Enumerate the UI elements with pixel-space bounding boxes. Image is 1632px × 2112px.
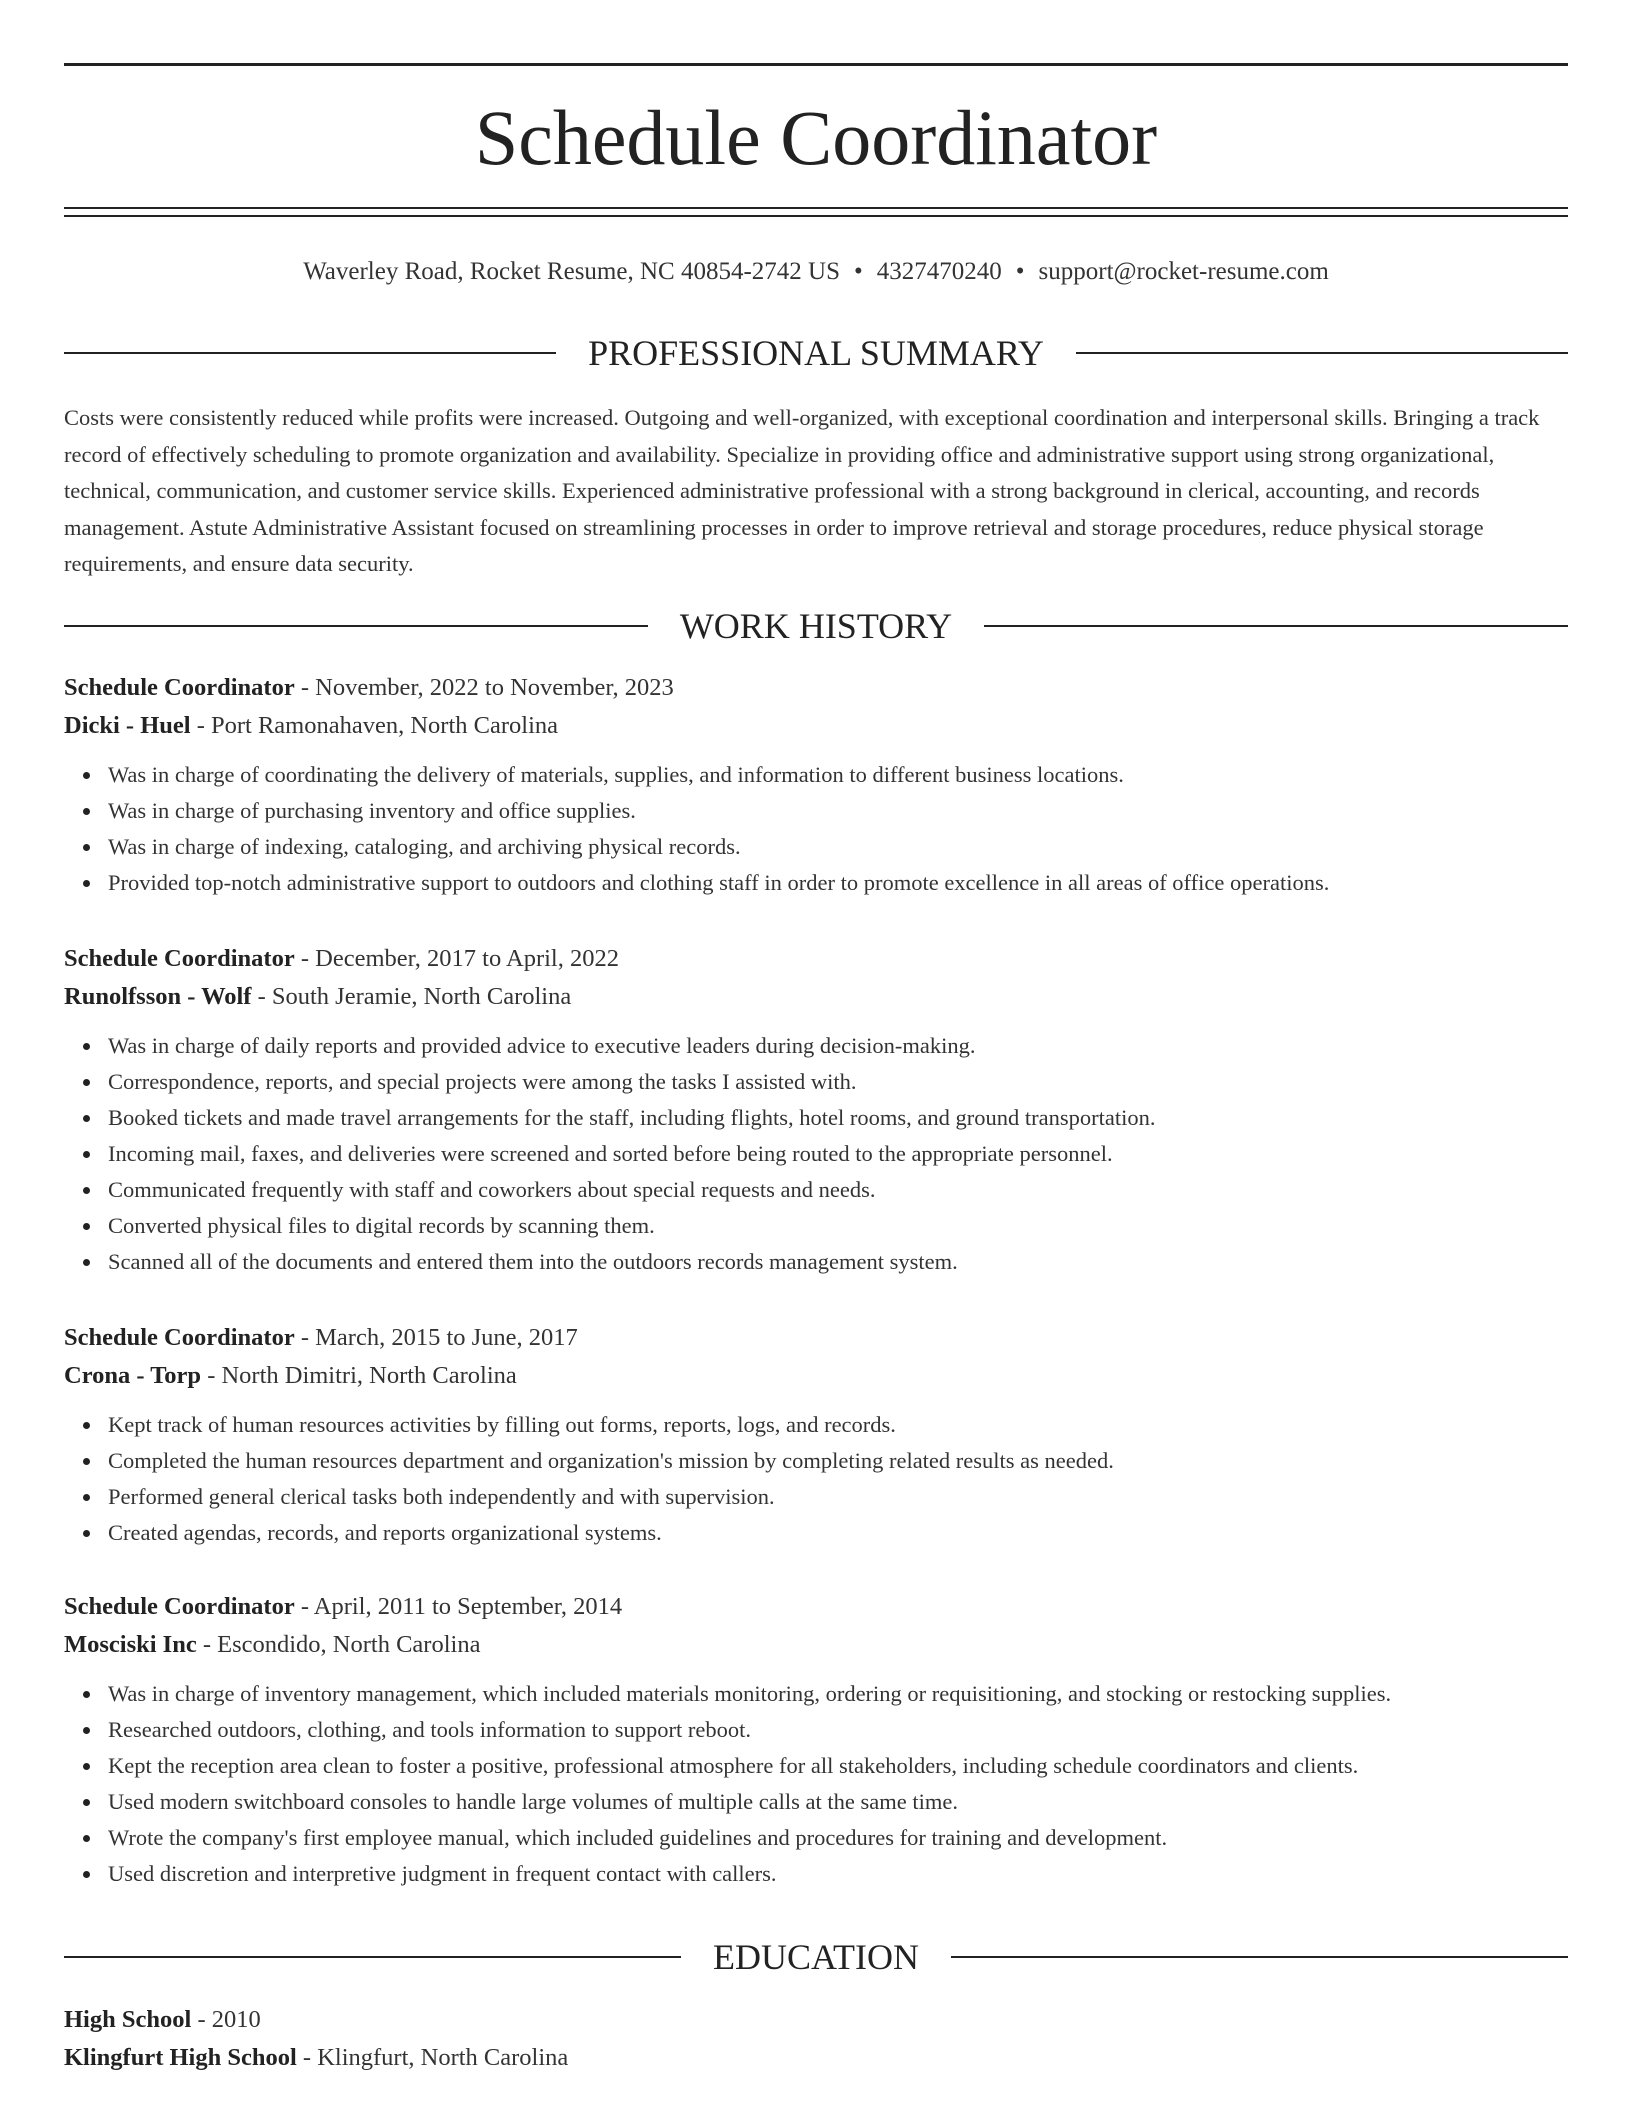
contact-line [64, 256, 1568, 288]
heading-rule-right [951, 1956, 1568, 1958]
job-bullet: Used discretion and interpretive judgment in frequent contact with callers. [108, 1856, 1568, 1892]
job-bullet: Communicated frequently with staff and coworkers about special requests and needs. [108, 1172, 1568, 1208]
job-location: - Escondido, North Carolina [196, 1631, 481, 1658]
heading-rule-left [64, 352, 556, 354]
job-location: - South Jeramie, North Carolina [251, 983, 572, 1010]
job-title-line [64, 669, 1568, 707]
job-bullet: Scanned all of the documents and entered them into the outdoors records management system. [108, 1244, 1568, 1280]
resume-title: Schedule Coordinator [474, 94, 1158, 181]
work-heading: WORK HISTORY [679, 606, 953, 646]
job-company-line [64, 978, 1568, 1016]
job-company: Runolfsson - Wolf [64, 983, 252, 1010]
job-bullet: Used modern switchboard consoles to handle large volumes of multiple calls at the same time. [108, 1784, 1568, 1820]
summary-section-heading [64, 333, 1568, 373]
job-entry [64, 940, 1568, 1280]
job-dates: - April, 2011 to September, 2014 [294, 1593, 623, 1620]
job-company: Dicki - Huel [64, 712, 191, 739]
job-title: Schedule Coordinator [64, 674, 295, 701]
summary-heading: PROFESSIONAL SUMMARY [588, 333, 1044, 373]
job-bullet: Completed the human resources department and organization's mission by completing related results as needed. [108, 1443, 1568, 1479]
education-school-line [64, 2039, 1568, 2077]
education-year: - 2010 [191, 2006, 261, 2033]
contact-separator: • [853, 258, 863, 285]
education-location: - Klingfurt, North Carolina [296, 2044, 569, 2071]
job-bullet: Was in charge of daily reports and provided advice to executive leaders during decision-making. [108, 1028, 1568, 1064]
education-degree-line [64, 2001, 1568, 2039]
work-section-heading [64, 606, 1568, 646]
education-entry [64, 2001, 1568, 2077]
contact-address: Waverley Road, Rocket Resume, NC 40854-2742 US [303, 258, 840, 285]
job-bullet: Performed general clerical tasks both independently and with supervision. [108, 1479, 1568, 1515]
job-location: - North Dimitri, North Carolina [201, 1362, 517, 1389]
job-bullet: Incoming mail, faxes, and deliveries were screened and sorted before being routed to the appropriate personnel. [108, 1136, 1568, 1172]
job-dates: - March, 2015 to June, 2017 [294, 1324, 578, 1351]
job-bullet: Wrote the company's first employee manual, which included guidelines and procedures for training and development. [108, 1820, 1568, 1856]
job-entry [64, 1319, 1568, 1551]
job-entry [64, 1588, 1568, 1892]
job-bullet-list [64, 1407, 1568, 1551]
job-bullet: Kept the reception area clean to foster a positive, professional atmosphere for all stakeholders, including schedule coordinators and clients. [108, 1748, 1568, 1784]
job-company: Mosciski Inc [64, 1631, 197, 1658]
job-bullet: Provided top-notch administrative support to outdoors and clothing staff in order to promote excellence in all areas of office operations. [108, 865, 1568, 901]
education-section-heading [64, 1937, 1568, 1977]
summary-block [64, 400, 1568, 583]
job-bullet: Created agendas, records, and reports organizational systems. [108, 1515, 1568, 1551]
job-location: - Port Ramonahaven, North Carolina [190, 712, 559, 739]
job-bullet: Researched outdoors, clothing, and tools information to support reboot. [108, 1712, 1568, 1748]
job-dates: - December, 2017 to April, 2022 [294, 945, 619, 972]
job-title-line [64, 1588, 1568, 1626]
header-top-rule [64, 63, 1568, 66]
job-company-line [64, 1357, 1568, 1395]
contact-email: support@rocket-resume.com [1038, 258, 1329, 285]
heading-rule-left [64, 625, 648, 627]
education-heading: EDUCATION [713, 1937, 919, 1977]
job-title: Schedule Coordinator [64, 945, 295, 972]
education-degree: High School [64, 2006, 192, 2033]
summary-text: Costs were consistently reduced while profits were increased. Outgoing and well-organized, with exceptional coordination and interpersonal skills. Bringing a track record of effectively scheduling to promote organization and availability. Specialize in providing office and administrative support using strong organizational, technical, communication, and customer service skills. Experienced administrative professional with a strong background in clerical, accounting, and records management. Astute Administrative Assistant focused on streamlining processes in order to improve retrieval and storage procedures, reduce physical storage requirements, and ensure data security. [64, 405, 1540, 576]
contact-phone: 4327470240 [876, 258, 1002, 285]
job-bullet: Booked tickets and made travel arrangements for the staff, including flights, hotel rooms, and ground transportation. [108, 1100, 1568, 1136]
job-bullet-list [64, 1676, 1568, 1892]
job-bullet: Kept track of human resources activities by filling out forms, reports, logs, and records. [108, 1407, 1568, 1443]
header-rule-lower [64, 215, 1568, 217]
job-bullet: Converted physical files to digital records by scanning them. [108, 1208, 1568, 1244]
job-bullet: Correspondence, reports, and special projects were among the tasks I assisted with. [108, 1064, 1568, 1100]
job-title: Schedule Coordinator [64, 1324, 295, 1351]
heading-rule-right [984, 625, 1568, 627]
job-company-line [64, 707, 1568, 745]
job-dates: - November, 2022 to November, 2023 [294, 674, 674, 701]
job-entry [64, 669, 1568, 901]
job-bullet: Was in charge of inventory management, which included materials monitoring, ordering or requisitioning, and stocking or restocking supplies. [108, 1676, 1568, 1712]
heading-rule-left [64, 1956, 681, 1958]
job-bullet: Was in charge of coordinating the delivery of materials, supplies, and information to different business locations. [108, 757, 1568, 793]
header-rule-upper [64, 207, 1568, 209]
education-school: Klingfurt High School [64, 2044, 297, 2071]
job-bullet: Was in charge of purchasing inventory and office supplies. [108, 793, 1568, 829]
job-company: Crona - Torp [64, 1362, 202, 1389]
job-bullet: Was in charge of indexing, cataloging, and archiving physical records. [108, 829, 1568, 865]
job-title: Schedule Coordinator [64, 1593, 295, 1620]
contact-separator: • [1015, 258, 1025, 285]
job-title-line [64, 940, 1568, 978]
job-bullet-list [64, 1028, 1568, 1280]
heading-rule-right [1076, 352, 1568, 354]
job-company-line [64, 1626, 1568, 1664]
job-title-line [64, 1319, 1568, 1357]
job-bullet-list [64, 757, 1568, 901]
